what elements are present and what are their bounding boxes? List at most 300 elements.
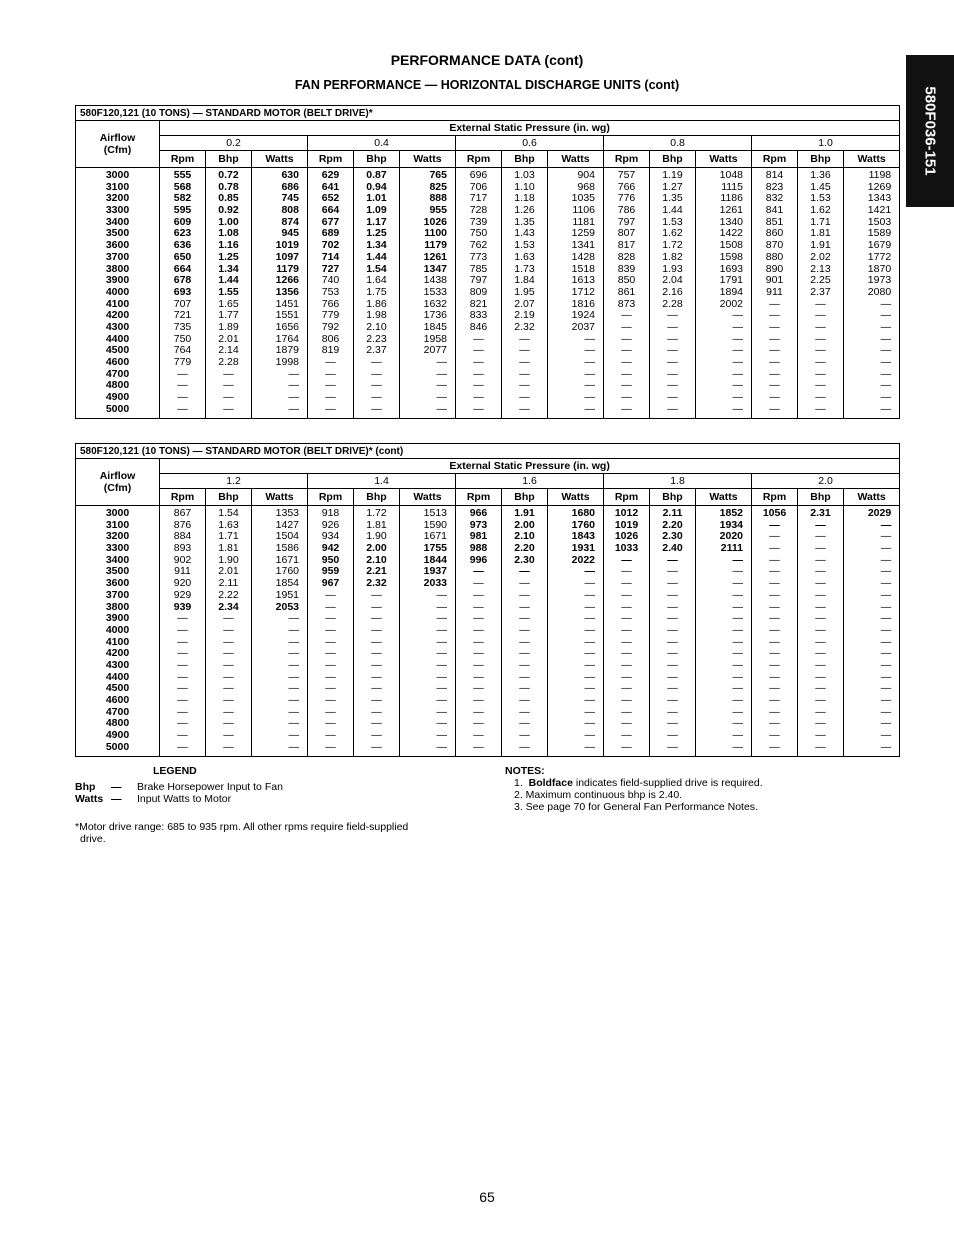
rpm-column-value: — [769, 309, 780, 322]
rpm-column-value: — [473, 658, 484, 671]
bhp-column-value: 1.81 [810, 227, 831, 240]
bhp-column-value: — [371, 717, 382, 730]
bhp-column-value: 1.63 [218, 518, 239, 531]
bhp-column-value: — [223, 635, 234, 648]
rpm-column-value: — [769, 577, 780, 590]
bhp-column-value: 1.01 [366, 192, 387, 205]
bhp-column-value: 1.54 [366, 262, 387, 275]
watts-column-value: 1589 [867, 227, 892, 240]
rpm-column-value: — [621, 379, 632, 392]
rpm-column-value: 959 [321, 565, 340, 578]
watts-column-value: — [880, 402, 892, 415]
bhp-column-value: 1.64 [366, 274, 387, 287]
bhp-column-value: 1.45 [810, 180, 831, 193]
watts-column-value: — [288, 623, 299, 636]
rpm-column-value: 911 [174, 565, 191, 578]
rpm-column-value: — [769, 553, 780, 566]
watts-column-value: 2077 [423, 344, 447, 357]
rpm-column-value: 918 [321, 507, 340, 519]
airflow-column-value: 3700 [105, 588, 130, 601]
watts-column [400, 506, 456, 757]
rpm-column-value: — [769, 332, 780, 345]
rpm-column-value: 860 [765, 227, 784, 240]
bhp-column-value: — [519, 670, 530, 683]
bhp-column-value: — [667, 344, 678, 357]
watts-column-value: — [436, 356, 447, 368]
airflow-column-value: 4800 [105, 717, 130, 730]
rpm-column-value: — [621, 694, 632, 706]
watts-column-value: — [732, 647, 743, 660]
rpm-column-value: 876 [173, 518, 192, 531]
rpm-column-value: — [769, 658, 780, 671]
bhp-column-value: — [815, 367, 826, 380]
rpm-column-value: — [473, 588, 484, 601]
rpm-column-value: — [473, 705, 484, 718]
bhp-column-value: — [519, 588, 530, 601]
airflow-column-value: 5000 [105, 402, 130, 415]
bhp-column-value: 1.63 [514, 250, 535, 263]
watts-column-value: — [288, 682, 299, 695]
bhp-column-value: 2.31 [810, 507, 831, 519]
watts-column-value: 1198 [868, 169, 892, 181]
bhp-column-value: 2.32 [366, 577, 387, 590]
rpm-column-value: 689 [321, 227, 340, 240]
rpm-column-value: — [621, 402, 632, 415]
unit-header: Rpm [456, 151, 502, 168]
watts-column-value: 955 [429, 204, 447, 217]
watts-column [696, 506, 752, 757]
bhp-column [206, 168, 252, 419]
rpm-column-value: 582 [173, 192, 192, 205]
unit-header: Watts [400, 151, 456, 168]
bhp-column-value: — [371, 729, 382, 742]
watts-column-value: — [436, 682, 447, 695]
rpm-column-value: — [177, 740, 188, 753]
watts-column-value: — [436, 694, 447, 706]
rpm-column-value: 1056 [762, 507, 787, 519]
rpm-column-value: — [325, 670, 336, 683]
page-subtitle: FAN PERFORMANCE — HORIZONTAL DISCHARGE UNITS (cont) [294, 78, 680, 92]
watts-column-value: 1679 [867, 239, 892, 252]
bhp-column [502, 506, 548, 757]
rpm-column-value: 779 [173, 356, 192, 368]
watts-column-value: 686 [281, 180, 299, 193]
rpm-column-value: 809 [469, 285, 488, 298]
airflow-column-value: 3000 [105, 507, 130, 519]
rpm-column-value: 776 [617, 192, 636, 205]
rpm-column-value: — [769, 356, 780, 368]
bhp-column-value: — [371, 588, 382, 601]
bhp-column-value: 1.89 [218, 320, 239, 333]
bhp-column-value: 1.81 [366, 518, 387, 531]
rpm-column-value: 833 [469, 309, 488, 322]
watts-column-value: 1451 [275, 297, 299, 310]
rpm-column-value: 773 [469, 250, 488, 263]
bhp-column-value: 2.10 [366, 553, 387, 566]
bhp-column-value: — [815, 647, 826, 660]
rpm-column-value: — [473, 694, 484, 706]
watts-column-value: — [732, 635, 743, 648]
bhp-column-value: 0.85 [218, 192, 239, 205]
rpm-column-value: — [177, 391, 188, 404]
bhp-column-value: 1.34 [218, 262, 239, 275]
rpm-column-value: — [473, 682, 484, 695]
bhp-column-value: — [519, 565, 530, 578]
bhp-column-value: — [519, 705, 530, 718]
bhp-column-value: 1.26 [514, 204, 535, 217]
note-3: 3. See page 70 for General Fan Performance Notes. [514, 801, 758, 813]
watts-column-value: — [732, 612, 743, 625]
watts-column-value: — [288, 379, 299, 392]
watts-column [548, 168, 604, 419]
rpm-column-value: — [325, 740, 336, 753]
pressure-header: 1.4 [308, 474, 456, 489]
rpm-column-value: 728 [469, 204, 488, 217]
rpm-column-value: — [325, 356, 336, 368]
rpm-column-value: — [325, 588, 336, 601]
watts-column-value: — [436, 717, 447, 730]
watts-column-value: 1347 [423, 262, 447, 275]
watts-column-value: — [880, 530, 892, 543]
watts-column-value: 1586 [275, 542, 299, 555]
bhp-column-value: — [667, 694, 678, 706]
bhp-column-value: 1.98 [366, 309, 387, 322]
bhp-column-value: 1.71 [218, 530, 239, 543]
rpm-column-value: 841 [765, 204, 784, 217]
bhp-column-value: 2.07 [514, 297, 535, 310]
watts-column-value: 1261 [719, 204, 743, 217]
rpm-column-value: 807 [617, 227, 636, 240]
bhp-column-value: — [815, 332, 826, 345]
rpm-column-value: 735 [173, 320, 192, 333]
rpm-column-value: — [621, 577, 632, 590]
watts-column-value: 2080 [867, 285, 892, 298]
watts-column-value: — [732, 658, 743, 671]
airflow-column-value: 4200 [105, 309, 130, 322]
watts-column [252, 506, 308, 757]
rpm-column-value: 641 [321, 180, 340, 193]
watts-column-value: 1844 [423, 553, 447, 566]
rpm-column-value: — [769, 647, 780, 660]
bhp-column-value: 2.23 [366, 332, 387, 345]
bhp-column-value: — [815, 297, 826, 310]
airflow-column-value: 3500 [105, 565, 130, 578]
rpm-column-value: — [621, 588, 632, 601]
rpm-column-value: 1019 [614, 518, 639, 531]
bhp-column-value: — [815, 320, 826, 333]
bhp-column-value: — [815, 694, 826, 706]
rpm-column-value: 702 [321, 239, 340, 252]
watts-column-value: 1179 [276, 262, 299, 275]
rpm-column-value: 753 [321, 285, 340, 298]
bhp-column-value: — [371, 623, 382, 636]
bhp-column-value: — [667, 356, 678, 368]
watts-column-value: 1937 [423, 565, 447, 578]
watts-column-value: 2022 [571, 553, 595, 566]
table-title: 580F120,121 (10 TONS) — STANDARD MOTOR (BELT DRIVE)* [76, 106, 900, 121]
bhp-column-value: — [223, 682, 234, 695]
rpm-column-value: — [621, 356, 632, 368]
bhp-column-value: — [223, 670, 234, 683]
watts-column-value: — [288, 694, 299, 706]
watts-column-value: — [436, 658, 447, 671]
bhp-column-value: 1.54 [218, 507, 239, 519]
watts-column-value: — [732, 682, 743, 695]
rpm-column-value: — [621, 344, 632, 357]
rpm-column-value: — [177, 658, 188, 671]
airflow-column-value: 3000 [105, 169, 130, 181]
bhp-column-value: — [815, 391, 826, 404]
rpm-column-value: 817 [617, 239, 636, 252]
rpm-column-value: — [769, 694, 780, 706]
watts-column-value: — [880, 391, 892, 404]
airflow-column-value: 4400 [105, 670, 130, 683]
rpm-column-value: — [769, 297, 780, 310]
bhp-column-value: — [667, 565, 678, 578]
watts-column-value: 1931 [571, 542, 595, 555]
bhp-column-value: — [371, 635, 382, 648]
rpm-column-value: — [177, 705, 188, 718]
watts-column-value: — [436, 367, 447, 380]
watts-column-value: 1973 [867, 274, 892, 287]
airflow-column-value: 3700 [105, 250, 130, 263]
bhp-column-value: — [519, 647, 530, 660]
rpm-column-value: 797 [617, 215, 636, 228]
rpm-column-value: 893 [173, 542, 192, 555]
bhp-column-value: — [519, 740, 530, 753]
rpm-column-value: 786 [617, 204, 636, 217]
watts-column-value: 2053 [275, 600, 299, 613]
unit-header: Rpm [308, 151, 354, 168]
watts-column-value: — [880, 705, 892, 718]
airflow-label: Airflow [99, 470, 136, 482]
unit-header: Watts [400, 489, 456, 506]
rpm-column-value: 739 [469, 215, 488, 228]
bhp-column-value: — [667, 658, 678, 671]
bhp-column-value: — [223, 705, 234, 718]
rpm-column-value: — [473, 356, 484, 368]
bhp-column-value: 1.82 [662, 250, 683, 263]
bhp-column-value: — [815, 612, 826, 625]
rpm-column-value: — [769, 518, 780, 531]
rpm-column-value: 926 [321, 518, 340, 531]
motor-footnote [75, 821, 495, 845]
watts-column-value: — [880, 740, 892, 753]
rpm-column-value: — [325, 612, 336, 625]
bhp-column-value: — [371, 647, 382, 660]
bhp-column-value: 2.01 [218, 565, 239, 578]
watts-column-value: 1341 [571, 239, 595, 252]
rpm-column-value: — [621, 635, 632, 648]
note-number: 1. [514, 777, 523, 789]
watts-column-value: 1924 [571, 309, 595, 322]
unit-header: Rpm [752, 151, 798, 168]
watts-column-value: — [880, 647, 892, 660]
bhp-column-value: 0.92 [218, 204, 239, 217]
bhp-column-value: 1.91 [810, 239, 831, 252]
bhp-column-value: 2.02 [810, 250, 831, 263]
watts-column-value: — [584, 682, 595, 695]
watts-column-value: 1791 [719, 274, 743, 287]
rpm-column-value: — [325, 658, 336, 671]
bhp-column [206, 506, 252, 757]
airflow-column-value: 4200 [105, 647, 130, 660]
watts-column-value: — [584, 367, 595, 380]
rpm-column-value: 890 [765, 262, 784, 275]
watts-column-value: 874 [281, 215, 299, 228]
airflow-column-value: 4800 [105, 379, 130, 392]
watts-column-value: — [732, 565, 743, 578]
bhp-column-value: 1.65 [218, 297, 239, 310]
watts-column-value: 1764 [275, 332, 299, 345]
watts-column-value: — [288, 658, 299, 671]
bhp-column-value: — [667, 332, 678, 345]
watts-column-value: — [732, 717, 743, 730]
rpm-column-value: — [177, 367, 188, 380]
rpm-column-value: 867 [173, 507, 192, 519]
bhp-column-value: 2.37 [810, 285, 831, 298]
bhp-column-value: 1.16 [218, 239, 239, 252]
bhp-column-value: — [371, 694, 382, 706]
rpm-column-value: 693 [173, 285, 192, 298]
watts-column-value: 2002 [719, 297, 743, 310]
data-row [76, 168, 900, 419]
bhp-column-value: 2.11 [662, 507, 683, 519]
rpm-column-value: — [621, 647, 632, 660]
watts-column-value: — [288, 391, 299, 404]
watts-column-value: 1712 [571, 285, 595, 298]
rpm-column-value: 555 [173, 169, 192, 181]
watts-column-value: — [880, 670, 892, 683]
airflow-label: Airflow [99, 132, 136, 144]
airflow-column-value: 4100 [105, 635, 130, 648]
rpm-column-value: — [769, 320, 780, 333]
watts-column-value: — [880, 682, 892, 695]
bhp-column-value: — [667, 391, 678, 404]
rpm-column-value: 623 [173, 227, 192, 240]
bhp-column-value: — [667, 705, 678, 718]
rpm-column-value: — [621, 623, 632, 636]
unit-header: Bhp [206, 151, 252, 168]
airflow-column-value: 4000 [105, 623, 130, 636]
bhp-column-value: 1.34 [366, 239, 387, 252]
table-title: 580F120,121 (10 TONS) — STANDARD MOTOR (BELT DRIVE)* (cont) [76, 444, 900, 459]
watts-column-value: — [436, 391, 447, 404]
unit-header: Rpm [308, 489, 354, 506]
watts-column-value: — [732, 740, 743, 753]
rpm-column-value: 706 [469, 180, 488, 193]
watts-column-value: 2020 [719, 530, 743, 543]
rpm-column-value: 967 [321, 577, 340, 590]
watts-column-value: — [880, 344, 892, 357]
bhp-column-value: — [223, 694, 234, 706]
rpm-column-value: — [473, 565, 484, 578]
rpm-column-value: 785 [469, 262, 488, 275]
watts-column-value: — [732, 623, 743, 636]
bhp-column-value: 1.75 [366, 285, 387, 298]
watts-column-value: 1353 [275, 507, 299, 519]
watts-column-value: 1656 [275, 320, 299, 333]
pressure-header: 1.6 [456, 474, 604, 489]
watts-column-value: 1680 [571, 507, 595, 519]
watts-column-value: 1428 [571, 250, 595, 263]
watts-column-value: 825 [429, 180, 447, 193]
watts-column-value: — [880, 332, 892, 345]
unit-row [76, 151, 900, 168]
bhp-column-value: — [815, 518, 826, 531]
watts-column-value: 1048 [719, 169, 743, 181]
rpm-column-value: — [473, 623, 484, 636]
bhp-column-value: 2.32 [514, 320, 535, 333]
bhp-column-value: 0.94 [366, 180, 387, 193]
watts-column-value: — [288, 612, 299, 625]
rpm-column-value: — [621, 729, 632, 742]
bhp-column-value: 2.10 [514, 530, 535, 543]
watts-column-value: — [732, 670, 743, 683]
bhp-column-value: — [815, 356, 826, 368]
watts-column-value: 1760 [571, 518, 595, 531]
page-title: PERFORMANCE DATA (cont) [390, 52, 584, 68]
watts-column-value: — [288, 647, 299, 660]
bhp-column-value: 0.72 [218, 169, 239, 181]
watts-column-value: 745 [281, 192, 299, 205]
rpm-column-value: 988 [469, 542, 488, 555]
rpm-column-value: — [621, 717, 632, 730]
rpm-column-value: 762 [469, 239, 488, 252]
rpm-column-value: — [473, 367, 484, 380]
watts-column-value: 1518 [571, 262, 595, 275]
watts-column-value: — [436, 635, 447, 648]
watts-column-value: — [584, 588, 595, 601]
rpm-column-value: 814 [765, 169, 784, 181]
bhp-column-value: — [519, 717, 530, 730]
watts-column-value: — [584, 332, 595, 345]
bhp-column-value: — [815, 670, 826, 683]
bhp-column-value: — [371, 600, 382, 613]
bhp-column-value: — [667, 553, 678, 566]
rpm-column-value: 721 [173, 309, 192, 322]
airflow-column-value: 3100 [105, 518, 130, 531]
watts-column-value: 1504 [275, 530, 299, 543]
bhp-column-value: 2.14 [218, 344, 239, 357]
watts-column-value: — [880, 612, 892, 625]
unit-header: Bhp [650, 489, 696, 506]
rpm-column-value: 973 [469, 518, 488, 531]
watts-column-value: 1422 [719, 227, 743, 240]
bhp-column-value: — [519, 577, 530, 590]
bhp-column-value: 2.20 [662, 518, 683, 531]
rpm-column-value: — [769, 705, 780, 718]
airflow-column-value: 5000 [105, 740, 130, 753]
rpm-column-value: — [177, 612, 188, 625]
bhp-column-value: 1.62 [662, 227, 683, 240]
watts-column-value: — [880, 565, 892, 578]
rpm-column-value: — [621, 367, 632, 380]
airflow-unit: (Cfm) [103, 144, 132, 156]
bhp-column-value: — [815, 682, 826, 695]
watts-column-value: — [732, 367, 743, 380]
bhp-column-value: — [223, 717, 234, 730]
watts-column-value: 904 [577, 169, 595, 181]
rpm-column-value: — [325, 647, 336, 660]
watts-column-value: 1852 [719, 507, 743, 519]
page-number: 65 [479, 1189, 495, 1205]
watts-column-value: 1736 [423, 309, 447, 322]
rpm-column-value: — [769, 670, 780, 683]
watts-column-value: 1181 [572, 215, 595, 228]
bhp-column-value: 1.62 [810, 204, 831, 217]
bhp-column-value: — [815, 588, 826, 601]
